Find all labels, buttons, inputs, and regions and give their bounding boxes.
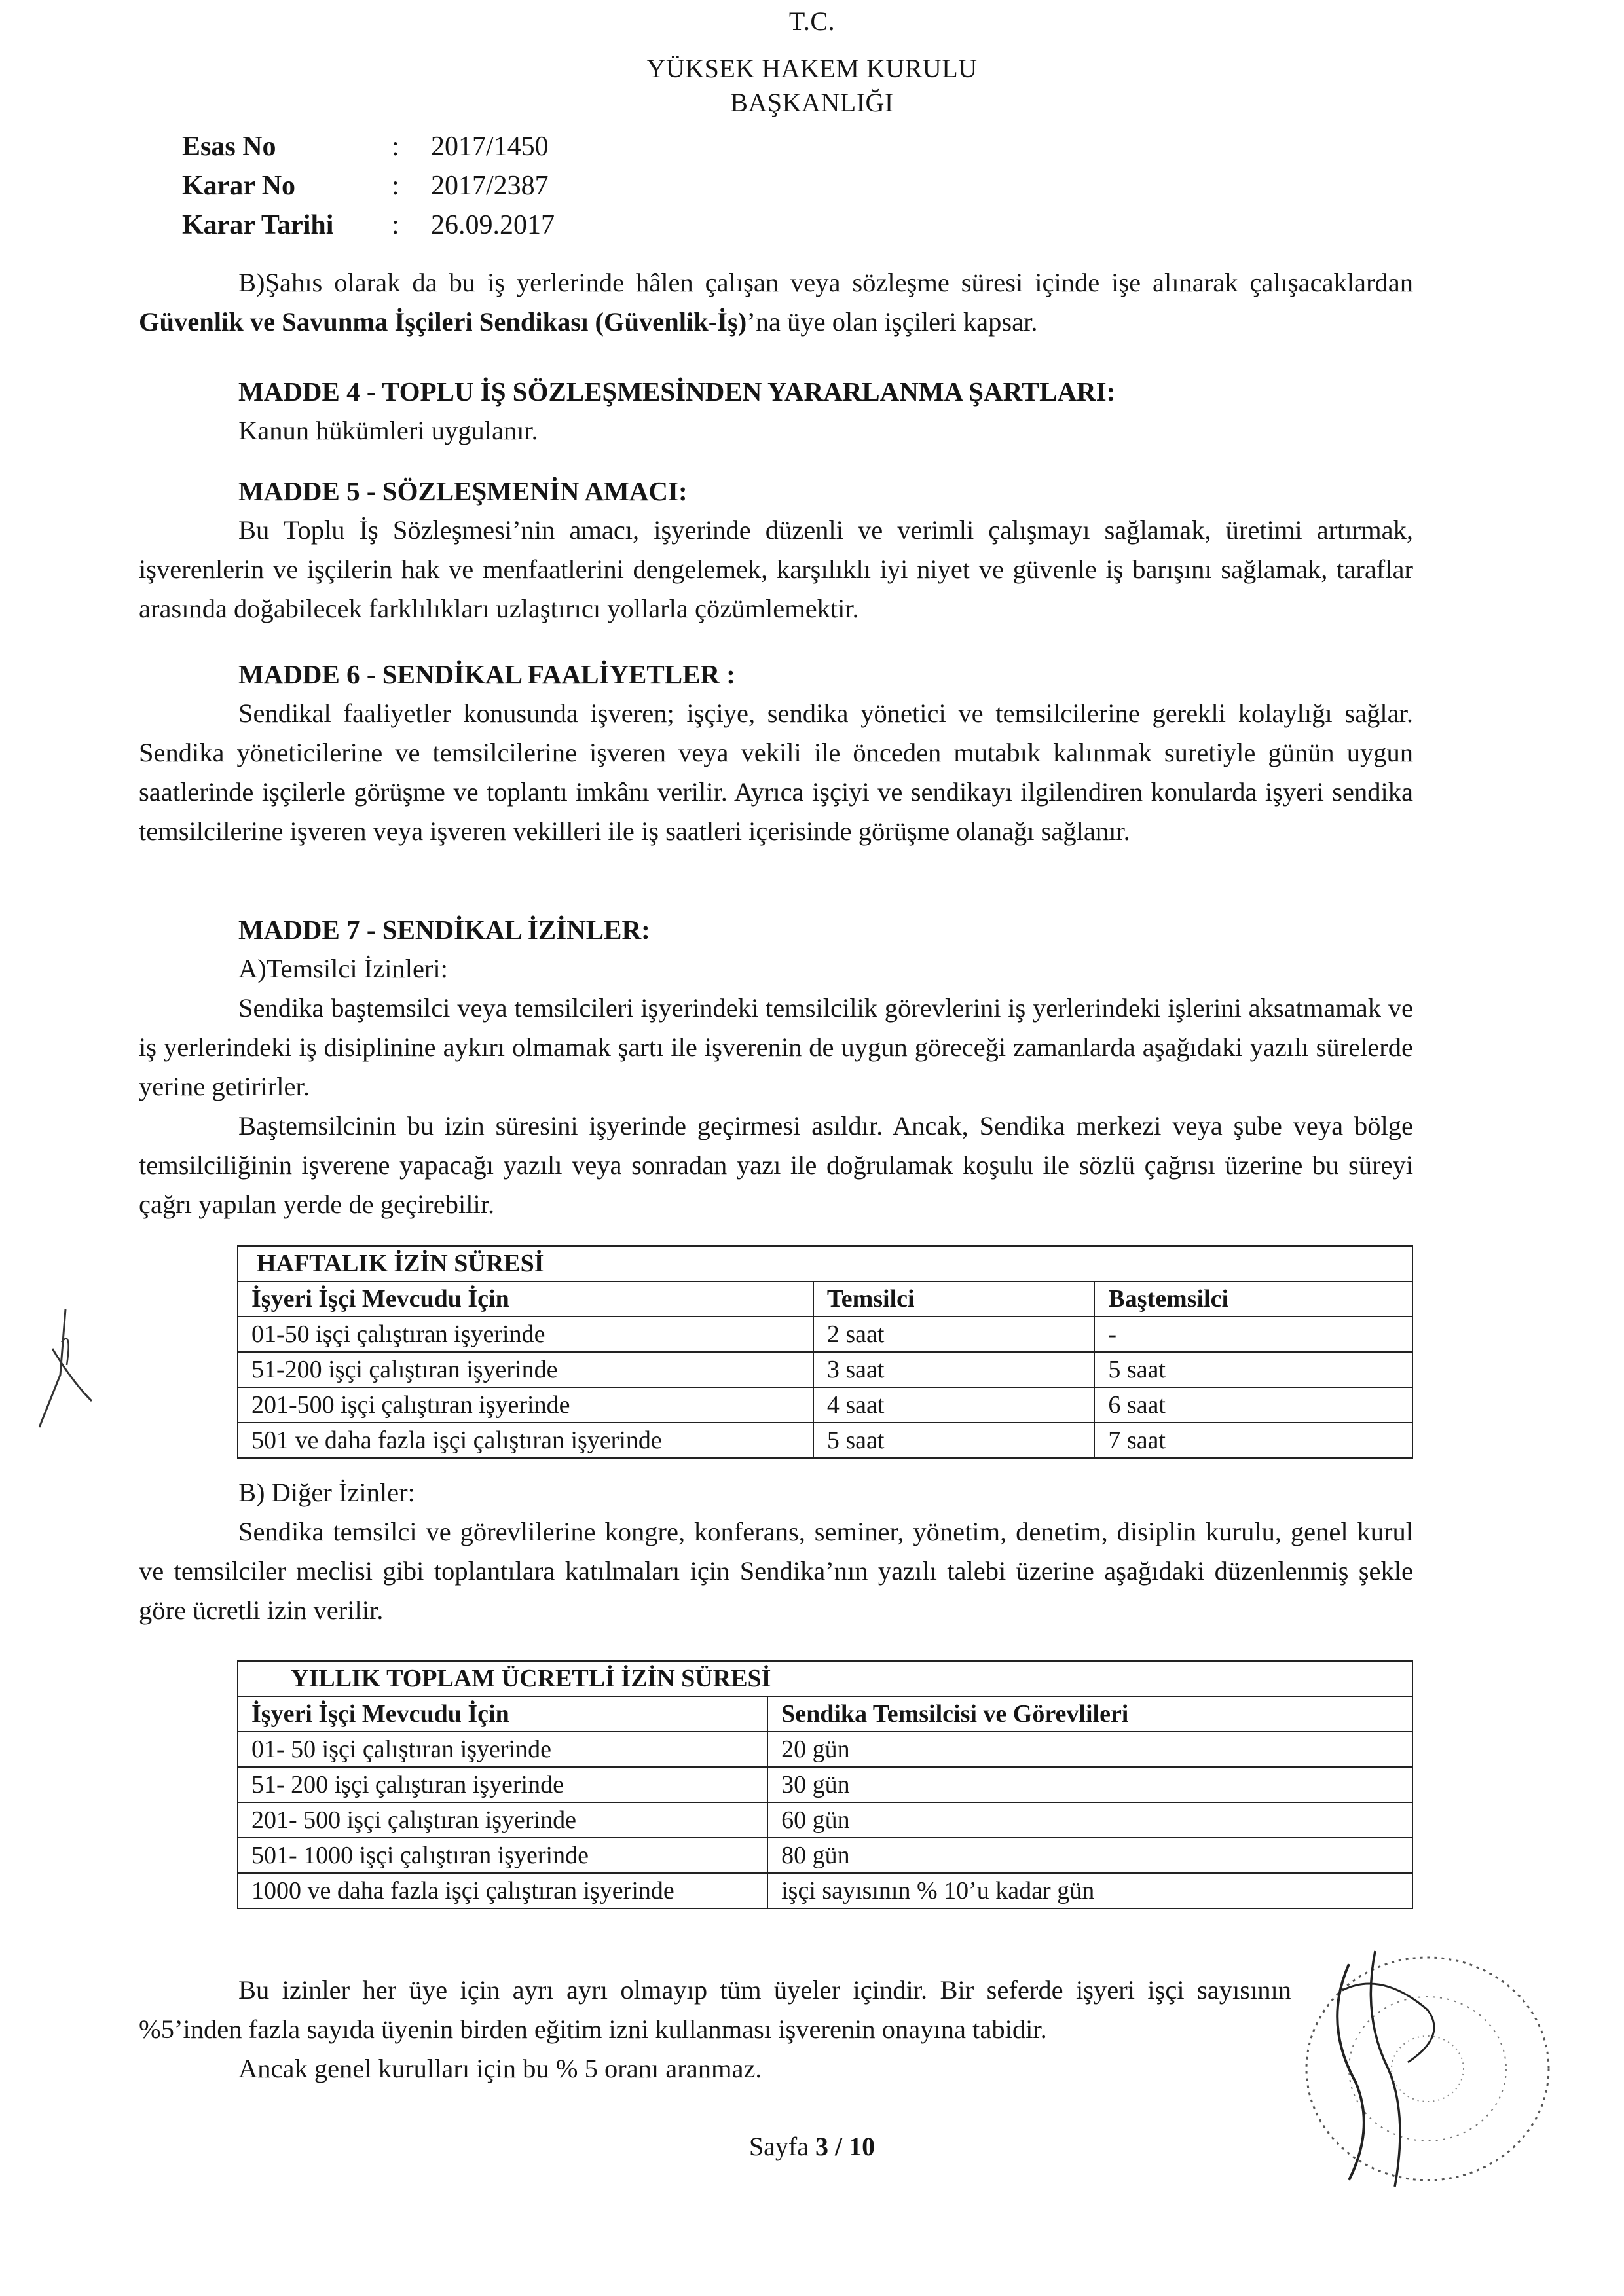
meta-value: 2017/1450 <box>431 132 549 162</box>
page-current: 3 <box>815 2132 828 2161</box>
table-cell: 80 gün <box>767 1838 1412 1873</box>
table-cell: 30 gün <box>767 1767 1412 1802</box>
table-cell: - <box>1094 1317 1412 1352</box>
page-separator: / <box>828 2132 849 2161</box>
official-seal-stamp <box>1277 1912 1578 2200</box>
table-cell: 2 saat <box>813 1317 1095 1352</box>
meta-colon: : <box>392 210 399 240</box>
table-cell: 7 saat <box>1094 1423 1412 1458</box>
closing-note: Ancak genel kurulları için bu % 5 oranı aranmaz. <box>238 2054 762 2083</box>
article-7-title: MADDE 7 - SENDİKAL İZİNLER: <box>238 915 650 945</box>
column-header: Temsilci <box>813 1281 1095 1317</box>
table-cell: 201- 500 işçi çalıştıran işyerinde <box>238 1802 767 1838</box>
article-5-text: Bu Toplu İş Sözleşmesi’nin amacı, işyerinde düzenli ve verimli çalışmayı sağlamak, üretimi artırmak, işverenlerin ve işçilerin hak ve menfaatlerini dengelemek, karşılıklı iyi niyet ve güvenle iş barışını sağlamak, taraflar arasında doğabilecek farklılıkları uzlaştırıcı yollarla çözümlemektir. <box>139 515 1413 623</box>
table-cell: 6 saat <box>1094 1387 1412 1423</box>
table-row <box>238 1732 1412 1767</box>
table-cell: 5 saat <box>813 1423 1095 1458</box>
column-header: Baştemsilci <box>1094 1281 1412 1317</box>
header-office: BAŞKANLIĞI <box>730 88 894 117</box>
table-cell: 5 saat <box>1094 1352 1412 1387</box>
union-name: Güvenlik ve Savunma İşçileri Sendikası (Güvenlik-İş) <box>139 307 747 337</box>
table-cell: 51- 200 işçi çalıştıran işyerinde <box>238 1767 767 1802</box>
table-row <box>238 1423 1412 1458</box>
table-row <box>238 1767 1412 1802</box>
column-header: İşyeri İşçi Mevcudu İçin <box>238 1696 767 1732</box>
table-row <box>238 1317 1412 1352</box>
table-cell: 3 saat <box>813 1352 1095 1387</box>
article-4-title: MADDE 4 - TOPLU İŞ SÖZLEŞMESİNDEN YARARLANMA ŞARTLARI: <box>238 376 1116 407</box>
meta-row-tarih <box>182 206 555 245</box>
article-6-title: MADDE 6 - SENDİKAL FAALİYETLER : <box>238 659 735 689</box>
table-cell: 20 gün <box>767 1732 1412 1767</box>
header-institution: YÜKSEK HAKEM KURULU <box>646 54 978 83</box>
meta-label: Esas No <box>182 132 276 162</box>
table-cell: 201-500 işçi çalıştıran işyerinde <box>238 1387 813 1423</box>
table-row <box>238 1387 1412 1423</box>
table-header-row <box>238 1281 1412 1317</box>
table-row <box>238 1802 1412 1838</box>
table-title: HAFTALIK İZİN SÜRESİ <box>238 1246 1412 1281</box>
meta-label: Karar Tarihi <box>182 210 334 240</box>
meta-label: Karar No <box>182 171 296 201</box>
column-header: Sendika Temsilcisi ve Görevlileri <box>767 1696 1412 1732</box>
meta-colon: : <box>392 171 399 201</box>
table-cell: 51-200 işçi çalıştıran işyerinde <box>238 1352 813 1387</box>
paragraph-text: ’na üye olan işçileri kapsar. <box>747 307 1038 337</box>
meta-value: 26.09.2017 <box>431 210 555 240</box>
meta-row-karar <box>182 166 555 206</box>
table-cell: 60 gün <box>767 1802 1412 1838</box>
table-cell: 01- 50 işçi çalıştıran işyerinde <box>238 1732 767 1767</box>
meta-row-esas <box>182 127 555 166</box>
table-row <box>238 1873 1412 1908</box>
table-row <box>238 1838 1412 1873</box>
article-7-b-label: B) Diğer İzinler: <box>238 1478 415 1507</box>
article-7-b-text: Sendika temsilci ve görevlilerine kongre, konferans, seminer, yönetim, denetim, disiplin kurulu, genel kurul ve temsilciler meclisi gibi toplantılara katılmaları için Sendika’nın yazılı talebi üzerine aşağıdaki düzenlenmiş şekle göre ücretli izin verilir. <box>139 1517 1413 1625</box>
paragraph-text: B)Şahıs olarak da bu iş yerlerinde hâlen çalışan veya sözleşme süresi içinde işe alınarak çalışacaklardan <box>238 268 1413 297</box>
table-cell: 4 saat <box>813 1387 1095 1423</box>
table-cell: 1000 ve daha fazla işçi çalıştıran işyerinde <box>238 1873 767 1908</box>
paragraph-scope-b <box>139 263 1413 342</box>
article-7-a-label: A)Temsilci İzinleri: <box>238 954 448 983</box>
page-prefix: Sayfa <box>748 2132 815 2161</box>
table-cell: 501 ve daha fazla işçi çalıştıran işyerinde <box>238 1423 813 1458</box>
meta-value: 2017/2387 <box>431 171 549 201</box>
table-row <box>238 1352 1412 1387</box>
table-cell: 01-50 işçi çalıştıran işyerinde <box>238 1317 813 1352</box>
weekly-leave-table <box>237 1245 1413 1459</box>
article-6-text: Sendikal faaliyetler konusunda işveren; işçiye, sendika yönetici ve temsilcilerine gerekli kolaylığı sağlar. Sendika yöneticilerine ve temsilcilerine işveren veya vekili ile önceden mutabık kalınmak suretiyle günün uygun saatlerinde işçilerle görüşme ve toplantı imkânı verilir. Ayrıca işçiyi ve sendikayı ilgilendiren konularda işyeri sendika temsilcilerine işveren veya işveren vekilleri ile iş saatleri içerisinde görüşme olanağı sağlanır. <box>139 699 1413 846</box>
table-title: YILLIK TOPLAM ÜCRETLİ İZİN SÜRESİ <box>238 1661 1412 1696</box>
article-5-title: MADDE 5 - SÖZLEŞMENİN AMACI: <box>238 476 688 506</box>
table-header-row <box>238 1696 1412 1732</box>
handwritten-initial-icon <box>20 1303 105 1434</box>
table-cell: 501- 1000 işçi çalıştıran işyerinde <box>238 1838 767 1873</box>
case-meta <box>182 127 555 245</box>
column-header: İşyeri İşçi Mevcudu İçin <box>238 1281 813 1317</box>
article-7-p1: Sendika baştemsilci veya temsilcileri işyerindeki temsilcilik görevlerini iş yerlerindeki işlerini aksatmamak ve iş yerlerindeki iş disiplinine aykırı olmamak şartı ile işverenin de uygun göreceği zamanlarda aşağıdaki yazılı sürelerde yerine getirirler. <box>139 993 1413 1101</box>
annual-leave-table <box>237 1660 1413 1909</box>
page-total: 10 <box>849 2132 876 2161</box>
header-tc: T.C. <box>788 7 836 36</box>
article-7-p2: Baştemsilcinin bu izin süresini işyerinde geçirmesi asıldır. Ancak, Sendika merkezi veya şube veya bölge temsilciliğinin işverene yapacağı yazılı veya sonradan yazı ile doğrulamak koşulu ile sözlü çağrısı üzerine bu süreyi çağrı yapılan yerde de geçirebilir. <box>139 1111 1413 1219</box>
closing-paragraph: Bu izinler her üye için ayrı ayrı olmayıp tüm üyeler içindir. Bir seferde işyeri işçi sayısının %5’inden fazla sayıda üyenin birden eğitim izni kullanması işverenin onayına tabidir. <box>139 1975 1291 2044</box>
table-cell: işçi sayısının % 10’u kadar gün <box>767 1873 1412 1908</box>
meta-colon: : <box>392 132 399 162</box>
article-4-text: Kanun hükümleri uygulanır. <box>238 416 538 445</box>
